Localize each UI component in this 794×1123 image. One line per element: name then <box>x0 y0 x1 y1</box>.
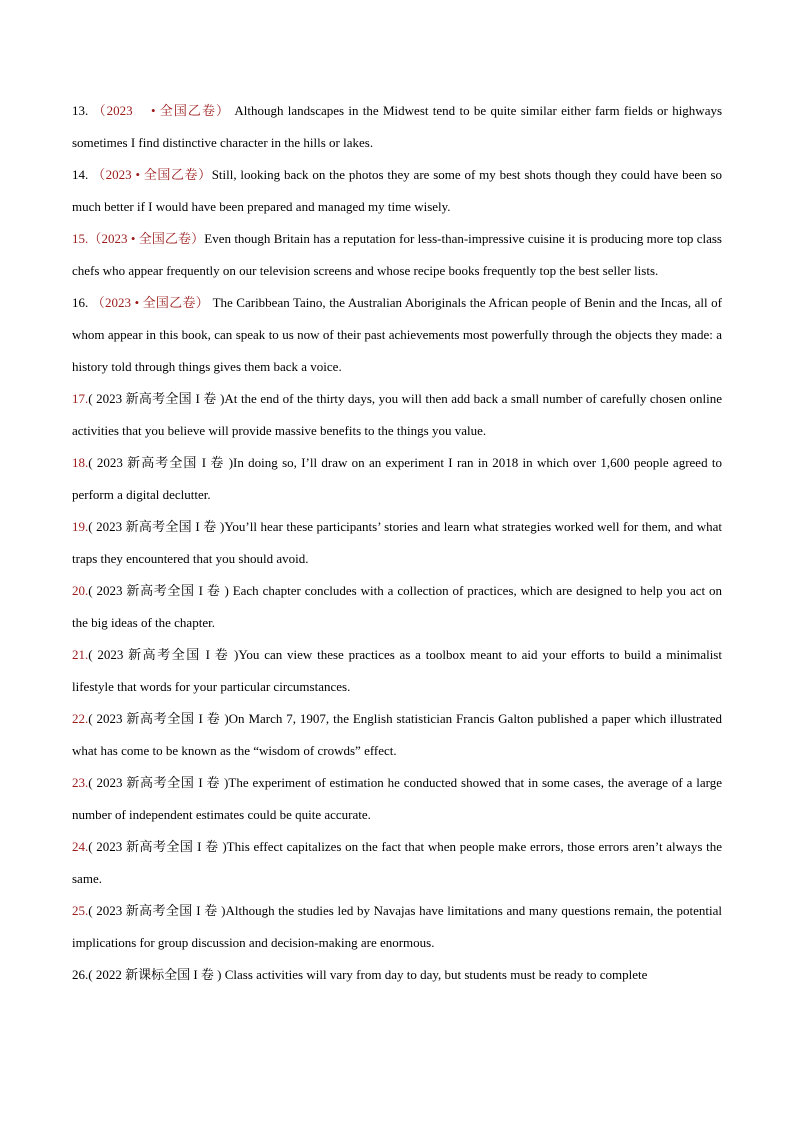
item-source: （2023 • 全国乙卷） <box>92 103 231 118</box>
item-text: The experiment of estimation he conducted showed that in some cases, the average of a large number of independent estimates could be quite accurate. <box>72 775 722 822</box>
item-source: ( 2023 新高考全国 I 卷 ) <box>88 839 227 854</box>
sentence-item-15 <box>72 223 722 287</box>
item-number: 20. <box>72 583 89 598</box>
item-source: （2023 • 全国乙卷） <box>88 231 205 246</box>
item-source: ( 2023 新高考全国 I 卷 ) <box>88 455 234 470</box>
item-source: ( 2023 新高考全国 I 卷 ) <box>88 647 239 662</box>
sentence-item-22 <box>72 703 722 767</box>
item-number: 25. <box>72 903 89 918</box>
sentence-item-25 <box>72 895 722 959</box>
item-source: ( 2023 新高考全国 I 卷 ) <box>88 391 225 406</box>
item-number: 17. <box>72 391 89 406</box>
sentence-item-20 <box>72 575 722 639</box>
item-text: The Caribbean Taino, the Australian Aboriginals the African people of Benin and the Incas, all of whom appear in this book, can speak to us now of their past achievements most powerfully through the objects they made: a history told through things gives them back a voice. <box>72 295 723 374</box>
item-text: Although landscapes in the Midwest tend to be quite similar either farm fields or highways sometimes I find distinctive character in the hills or lakes. <box>72 103 723 150</box>
item-text: Class activities will vary from day to day, but students must be ready to complete <box>224 967 648 982</box>
sentence-item-23 <box>72 767 722 831</box>
item-text: On March 7, 1907, the English statistician Francis Galton published a paper which illustrated what has come to be known as the “wisdom of crowds” effect. <box>72 711 722 758</box>
item-source: ( 2023 新高考全国 I 卷 ) <box>88 775 229 790</box>
sentence-item-18 <box>72 447 722 511</box>
item-number: 14. <box>72 167 89 182</box>
item-source: ( 2023 新高考全国 I 卷 ) <box>88 711 229 726</box>
sentence-item-16 <box>72 287 722 383</box>
item-source: ( 2022 新课标全国 I 卷 ) <box>88 967 222 982</box>
sentence-item-13 <box>72 95 722 159</box>
item-number: 24. <box>72 839 89 854</box>
item-text: Although the studies led by Navajas have limitations and many questions remain, the potential implications for group discussion and decision-making are enormous. <box>72 903 722 950</box>
item-source: ( 2023 新高考全国 I 卷 ) <box>88 583 229 598</box>
item-number: 22. <box>72 711 89 726</box>
item-text: In doing so, I’ll draw on an experiment I ran in 2018 in which over 1,600 people agreed to perform a digital declutter. <box>72 455 722 502</box>
item-number: 21. <box>72 647 89 662</box>
sentence-item-21 <box>72 639 722 703</box>
sentence-item-24 <box>72 831 722 895</box>
item-text: You can view these practices as a toolbox meant to aid your efforts to build a minimalist lifestyle that words for your particular circumstances. <box>72 647 722 694</box>
sentence-item-26 <box>72 959 722 991</box>
item-text: You’ll hear these participants’ stories and learn what strategies worked well for them, and what traps they encountered that you should avoid. <box>72 519 722 566</box>
item-number: 19. <box>72 519 89 534</box>
item-number: 15. <box>72 231 89 246</box>
item-source: （2023 • 全国乙卷） <box>91 295 210 310</box>
sentence-item-19 <box>72 511 722 575</box>
item-text: Even though Britain has a reputation for less-than-impressive cuisine it is producing more top class chefs who appear frequently on our television screens and whose recipe books frequently top the best seller lists. <box>72 231 722 278</box>
item-number: 26. <box>72 967 89 982</box>
item-number: 23. <box>72 775 89 790</box>
item-source: （2023 • 全国乙卷） <box>92 167 212 182</box>
item-text: This effect capitalizes on the fact that when people make errors, those errors aren’t always the same. <box>72 839 722 886</box>
item-text: Still, looking back on the photos they are some of my best shots though they could have been so much better if I would have been prepared and managed my time wisely. <box>72 167 722 214</box>
item-source: ( 2023 新高考全国 I 卷 ) <box>88 519 225 534</box>
item-number: 16. <box>72 295 89 310</box>
sentence-item-17 <box>72 383 722 447</box>
item-number: 13. <box>72 103 89 118</box>
item-text: Each chapter concludes with a collection of practices, which are designed to help you act on the big ideas of the chapter. <box>72 583 723 630</box>
item-number: 18. <box>72 455 89 470</box>
sentence-item-14 <box>72 159 722 223</box>
item-source: ( 2023 新高考全国 I 卷 ) <box>88 903 226 918</box>
item-text: At the end of the thirty days, you will then add back a small number of carefully chosen online activities that you believe will provide massive benefits to the things you value. <box>72 391 722 438</box>
